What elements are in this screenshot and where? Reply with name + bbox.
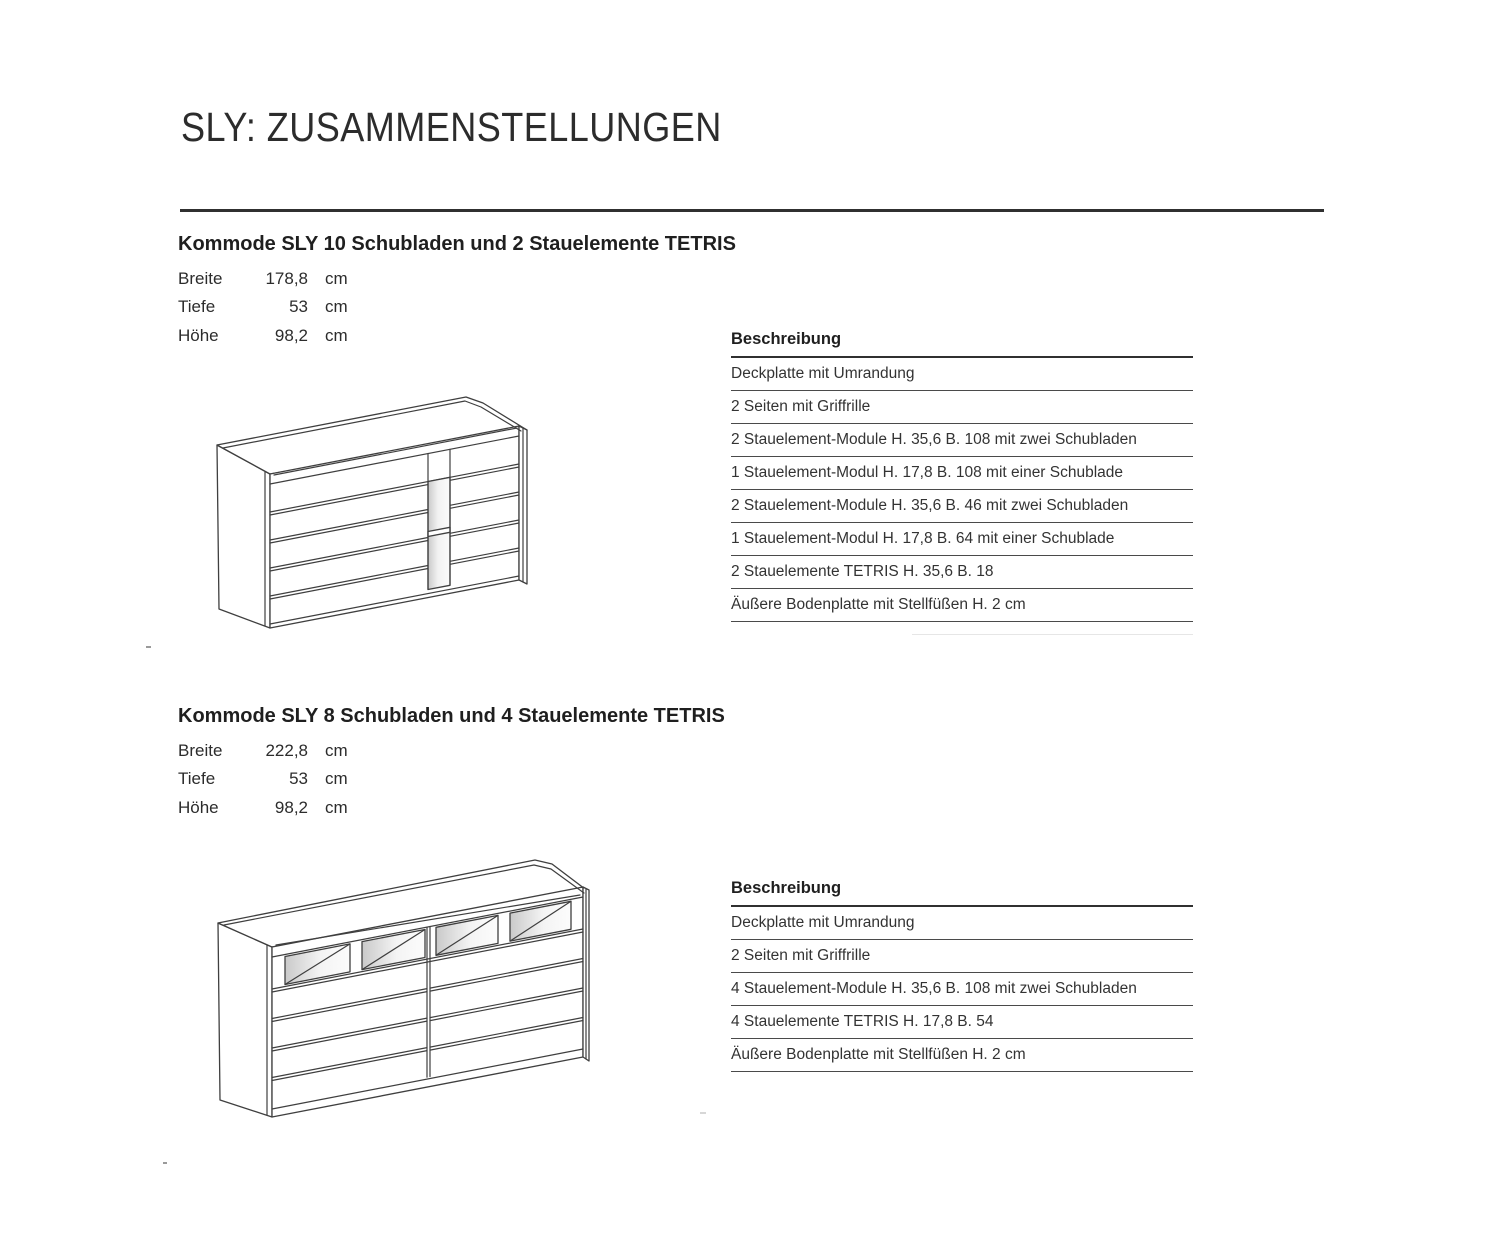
- dim-label: Höhe: [178, 326, 219, 345]
- table-row: 1 Stauelement-Modul H. 17,8 B. 108 mit einer Schublade: [731, 457, 1193, 490]
- table-row: 2 Stauelement-Module H. 35,6 B. 108 mit zwei Schubladen: [731, 424, 1193, 457]
- dim-unit: cm: [325, 798, 348, 817]
- stray-mark: [700, 1112, 706, 1114]
- table-row: Deckplatte mit Umrandung: [731, 907, 1193, 940]
- dim-label: Breite: [178, 269, 223, 288]
- dim-value: 178,8: [265, 269, 308, 288]
- dim-label: Breite: [178, 741, 223, 760]
- table-row: Äußere Bodenplatte mit Stellfüßen H. 2 cm: [731, 1039, 1193, 1072]
- section1-heading: Kommode SLY 10 Schubladen und 2 Stauelemente TETRIS: [178, 233, 736, 255]
- dim-value: 98,2: [274, 326, 308, 345]
- kommode-sly-10-drawing: [200, 385, 540, 650]
- title-divider-rule: [180, 209, 1324, 212]
- table-row: 2 Seiten mit Griffrille: [731, 940, 1193, 973]
- dim-value: 222,8: [265, 741, 308, 760]
- stray-mark: [163, 1162, 167, 1164]
- faint-underline: [912, 634, 1193, 635]
- dim-unit: cm: [325, 269, 348, 288]
- dim-unit: cm: [325, 297, 348, 316]
- section2-description-table: [731, 879, 1193, 1072]
- dim-unit: cm: [325, 741, 348, 760]
- table-row: 4 Stauelement-Module H. 35,6 B. 108 mit zwei Schubladen: [731, 973, 1193, 1006]
- table-row: 1 Stauelement-Modul H. 17,8 B. 64 mit einer Schublade: [731, 523, 1193, 556]
- section1-dim-tiefe: [178, 297, 368, 319]
- table-row: 2 Stauelement-Module H. 35,6 B. 46 mit zwei Schubladen: [731, 490, 1193, 523]
- section1-description-table: [731, 330, 1193, 622]
- dim-label: Tiefe: [178, 769, 216, 788]
- page-title: SLY: ZUSAMMENSTELLUNGEN: [181, 104, 722, 150]
- section2-heading: Kommode SLY 8 Schubladen und 4 Stauelemente TETRIS: [178, 705, 725, 727]
- section1-dim-hoehe: [178, 326, 368, 348]
- table-row: 4 Stauelemente TETRIS H. 17,8 B. 54: [731, 1006, 1193, 1039]
- dim-label: Tiefe: [178, 297, 216, 316]
- kommode-sly-8-drawing: [200, 850, 600, 1130]
- section2-dim-breite: [178, 741, 368, 763]
- table-row: Äußere Bodenplatte mit Stellfüßen H. 2 cm: [731, 589, 1193, 622]
- section2-dim-hoehe: [178, 798, 368, 820]
- dim-unit: cm: [325, 326, 348, 345]
- dim-value: 53: [289, 297, 308, 316]
- table-row: 2 Seiten mit Griffrille: [731, 391, 1193, 424]
- table-header: Beschreibung: [731, 330, 1193, 358]
- table-header: Beschreibung: [731, 879, 1193, 907]
- section2-dim-tiefe: [178, 769, 368, 791]
- dim-value: 98,2: [274, 798, 308, 817]
- dim-unit: cm: [325, 769, 348, 788]
- dim-value: 53: [289, 769, 308, 788]
- stray-mark: [146, 646, 151, 648]
- section1-dim-breite: [178, 269, 368, 291]
- table-row: Deckplatte mit Umrandung: [731, 358, 1193, 391]
- dim-label: Höhe: [178, 798, 219, 817]
- table-row: 2 Stauelemente TETRIS H. 35,6 B. 18: [731, 556, 1193, 589]
